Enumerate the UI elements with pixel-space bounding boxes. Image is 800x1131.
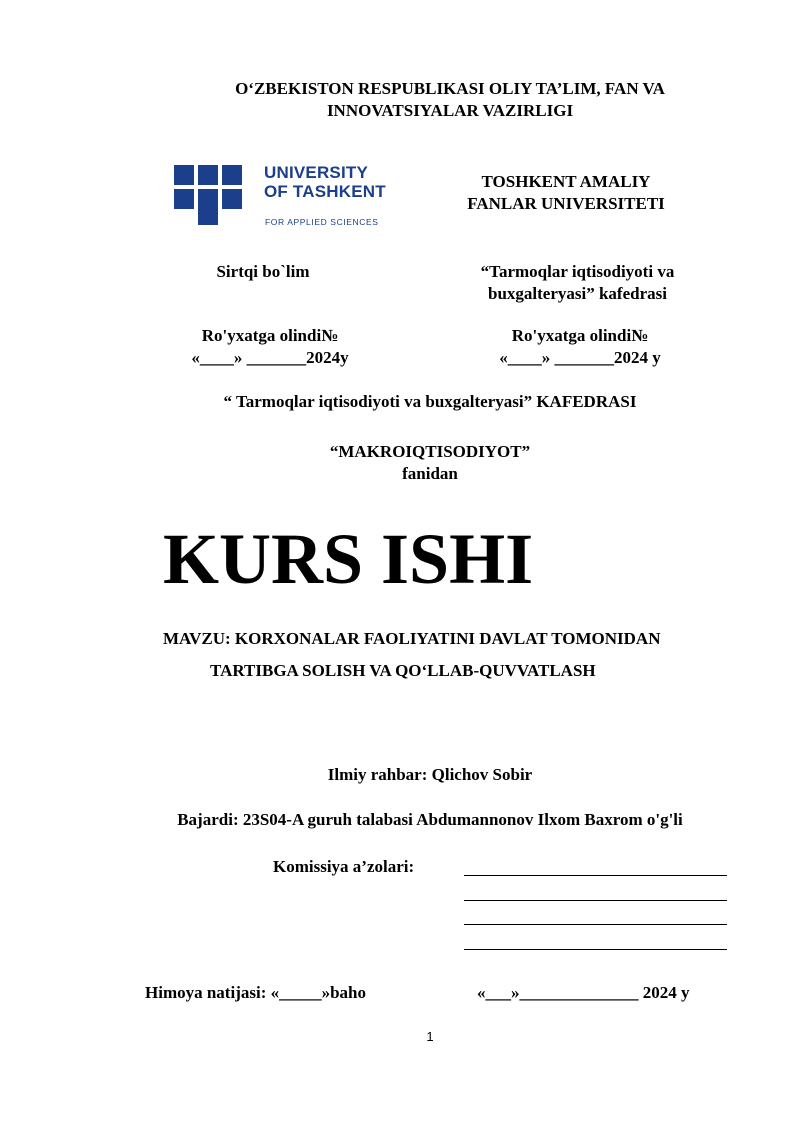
registration-left-label: Ro'yxatga olindi№ (201, 326, 339, 345)
subject-name: “MAKROIQTISODIYOT” (329, 442, 531, 461)
logo-text (264, 163, 386, 201)
registration-right (450, 325, 710, 369)
registration-left (140, 325, 400, 369)
logo-square (174, 165, 194, 185)
supervisor: Ilmiy rahbar: Qlichov Sobir (327, 765, 533, 784)
subject-suffix: fanidan (402, 464, 458, 483)
commission-signature-line (464, 875, 727, 876)
ministry-line-1: O‘ZBEKISTON RESPUBLIKASI OLIY TA’LIM, FAN VA (235, 79, 665, 98)
university-name-line-1: TOSHKENT AMALIY (481, 172, 651, 191)
university-name (436, 171, 696, 215)
logo-tagline: FOR APPLIED SCIENCES (265, 217, 379, 227)
defense-date: «___»______________ 2024 y (477, 983, 690, 1002)
ministry-line-2: INNOVATSIYALAR VAZIRLIGI (326, 101, 574, 120)
ministry-header (150, 78, 750, 122)
logo-text-line-2: OF TASHKENT (264, 182, 386, 201)
commission-label: Komissiya a’zolari: (273, 857, 415, 876)
logo-square (198, 203, 218, 225)
topic-line-1: MAVZU: KORXONALAR FAOLIYATINI DAVLAT TOMONIDAN (163, 629, 661, 648)
topic-line-2: TARTIBGA SOLISH VA QO‘LLAB-QUVVATLASH (210, 661, 596, 680)
registration-right-label: Ro'yxatga olindi№ (511, 326, 649, 345)
logo-square (222, 189, 242, 209)
department-name (440, 261, 715, 305)
defense-result: Himoya natijasi: «_____»baho (145, 983, 367, 1002)
subject-block (280, 441, 580, 485)
department-name-line-2: buxgalteryasi” kafedrasi (488, 284, 667, 303)
registration-right-date: «____» _______2024 y (499, 348, 661, 367)
registration-left-date: «____» _______2024y (191, 348, 349, 367)
commission-signature-line (464, 924, 727, 925)
logo-square (174, 189, 194, 209)
university-name-line-2: FANLAR UNIVERSITETI (467, 194, 665, 213)
university-logo (172, 162, 387, 230)
logo-square (198, 165, 218, 185)
faculty-name: Sirtqi bo`lim (216, 262, 310, 281)
logo-square (222, 165, 242, 185)
department-name-line-1: “Tarmoqlar iqtisodiyoti va (480, 262, 675, 281)
kafedra-title: “ Tarmoqlar iqtisodiyoti va buxgalteryasi” KAFEDRASI (223, 392, 637, 411)
author: Bajardi: 23S04-A guruh talabasi Abdumannonov Ilxom Baxrom o'g'li (177, 810, 683, 829)
document-title: KURS ISHI (163, 519, 534, 599)
page-number: 1 (426, 1029, 434, 1044)
commission-signature-line (464, 900, 727, 901)
commission-signature-line (464, 949, 727, 950)
logo-text-line-1: UNIVERSITY (264, 163, 369, 182)
